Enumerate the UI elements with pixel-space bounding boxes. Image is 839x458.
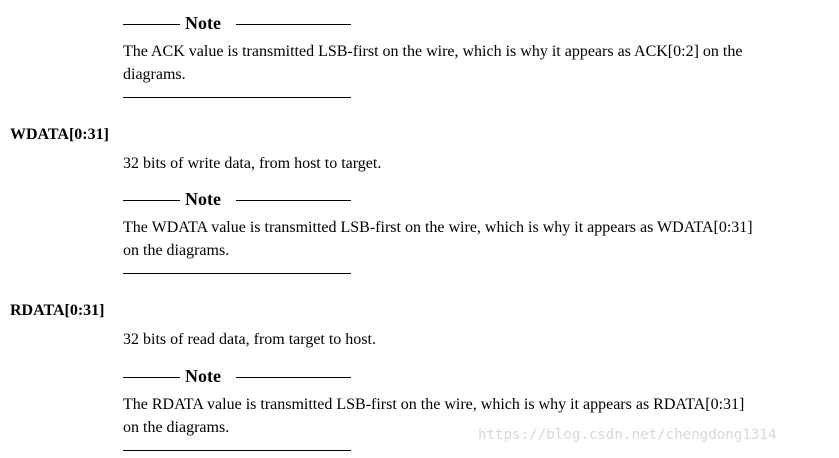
note-header-ack <box>123 14 351 34</box>
note-body-wdata <box>123 216 833 262</box>
note-text-line: The ACK value is transmitted LSB-first on the wire, which is why it appears as ACK[0:2] on the <box>123 43 743 60</box>
note-rule-left <box>123 377 180 378</box>
field-name-rdata: RDATA[0:31] <box>10 302 105 319</box>
note-text-line: The WDATA value is transmitted LSB-first on the wire, which is why it appears as WDATA[0:31] <box>123 219 753 236</box>
note-text-line: diagrams. <box>123 66 186 83</box>
note-header-wdata <box>123 190 351 210</box>
note-text-line: The RDATA value is transmitted LSB-first on the wire, which is why it appears as RDATA[0:31] <box>123 396 745 413</box>
note-end-rule <box>123 273 351 274</box>
note-rule-left <box>123 24 180 25</box>
watermark: https://blog.csdn.net/chengdong1314 <box>478 427 777 443</box>
note-rule-right <box>236 200 351 201</box>
note-body-ack <box>123 40 833 86</box>
note-header-rdata <box>123 367 351 387</box>
field-description-wdata: 32 bits of write data, from host to target. <box>123 155 382 172</box>
note-text-line: on the diagrams. <box>123 242 230 259</box>
note-text-line: on the diagrams. <box>123 419 230 436</box>
field-description-rdata: 32 bits of read data, from target to host. <box>123 331 376 348</box>
note-end-rule <box>123 97 351 98</box>
note-rule-right <box>236 377 351 378</box>
note-label: Note <box>185 366 221 386</box>
note-rule-left <box>123 200 180 201</box>
field-name-wdata: WDATA[0:31] <box>10 126 109 143</box>
note-label: Note <box>185 189 221 209</box>
note-end-rule <box>123 450 351 451</box>
note-rule-right <box>236 24 351 25</box>
note-label: Note <box>185 13 221 33</box>
